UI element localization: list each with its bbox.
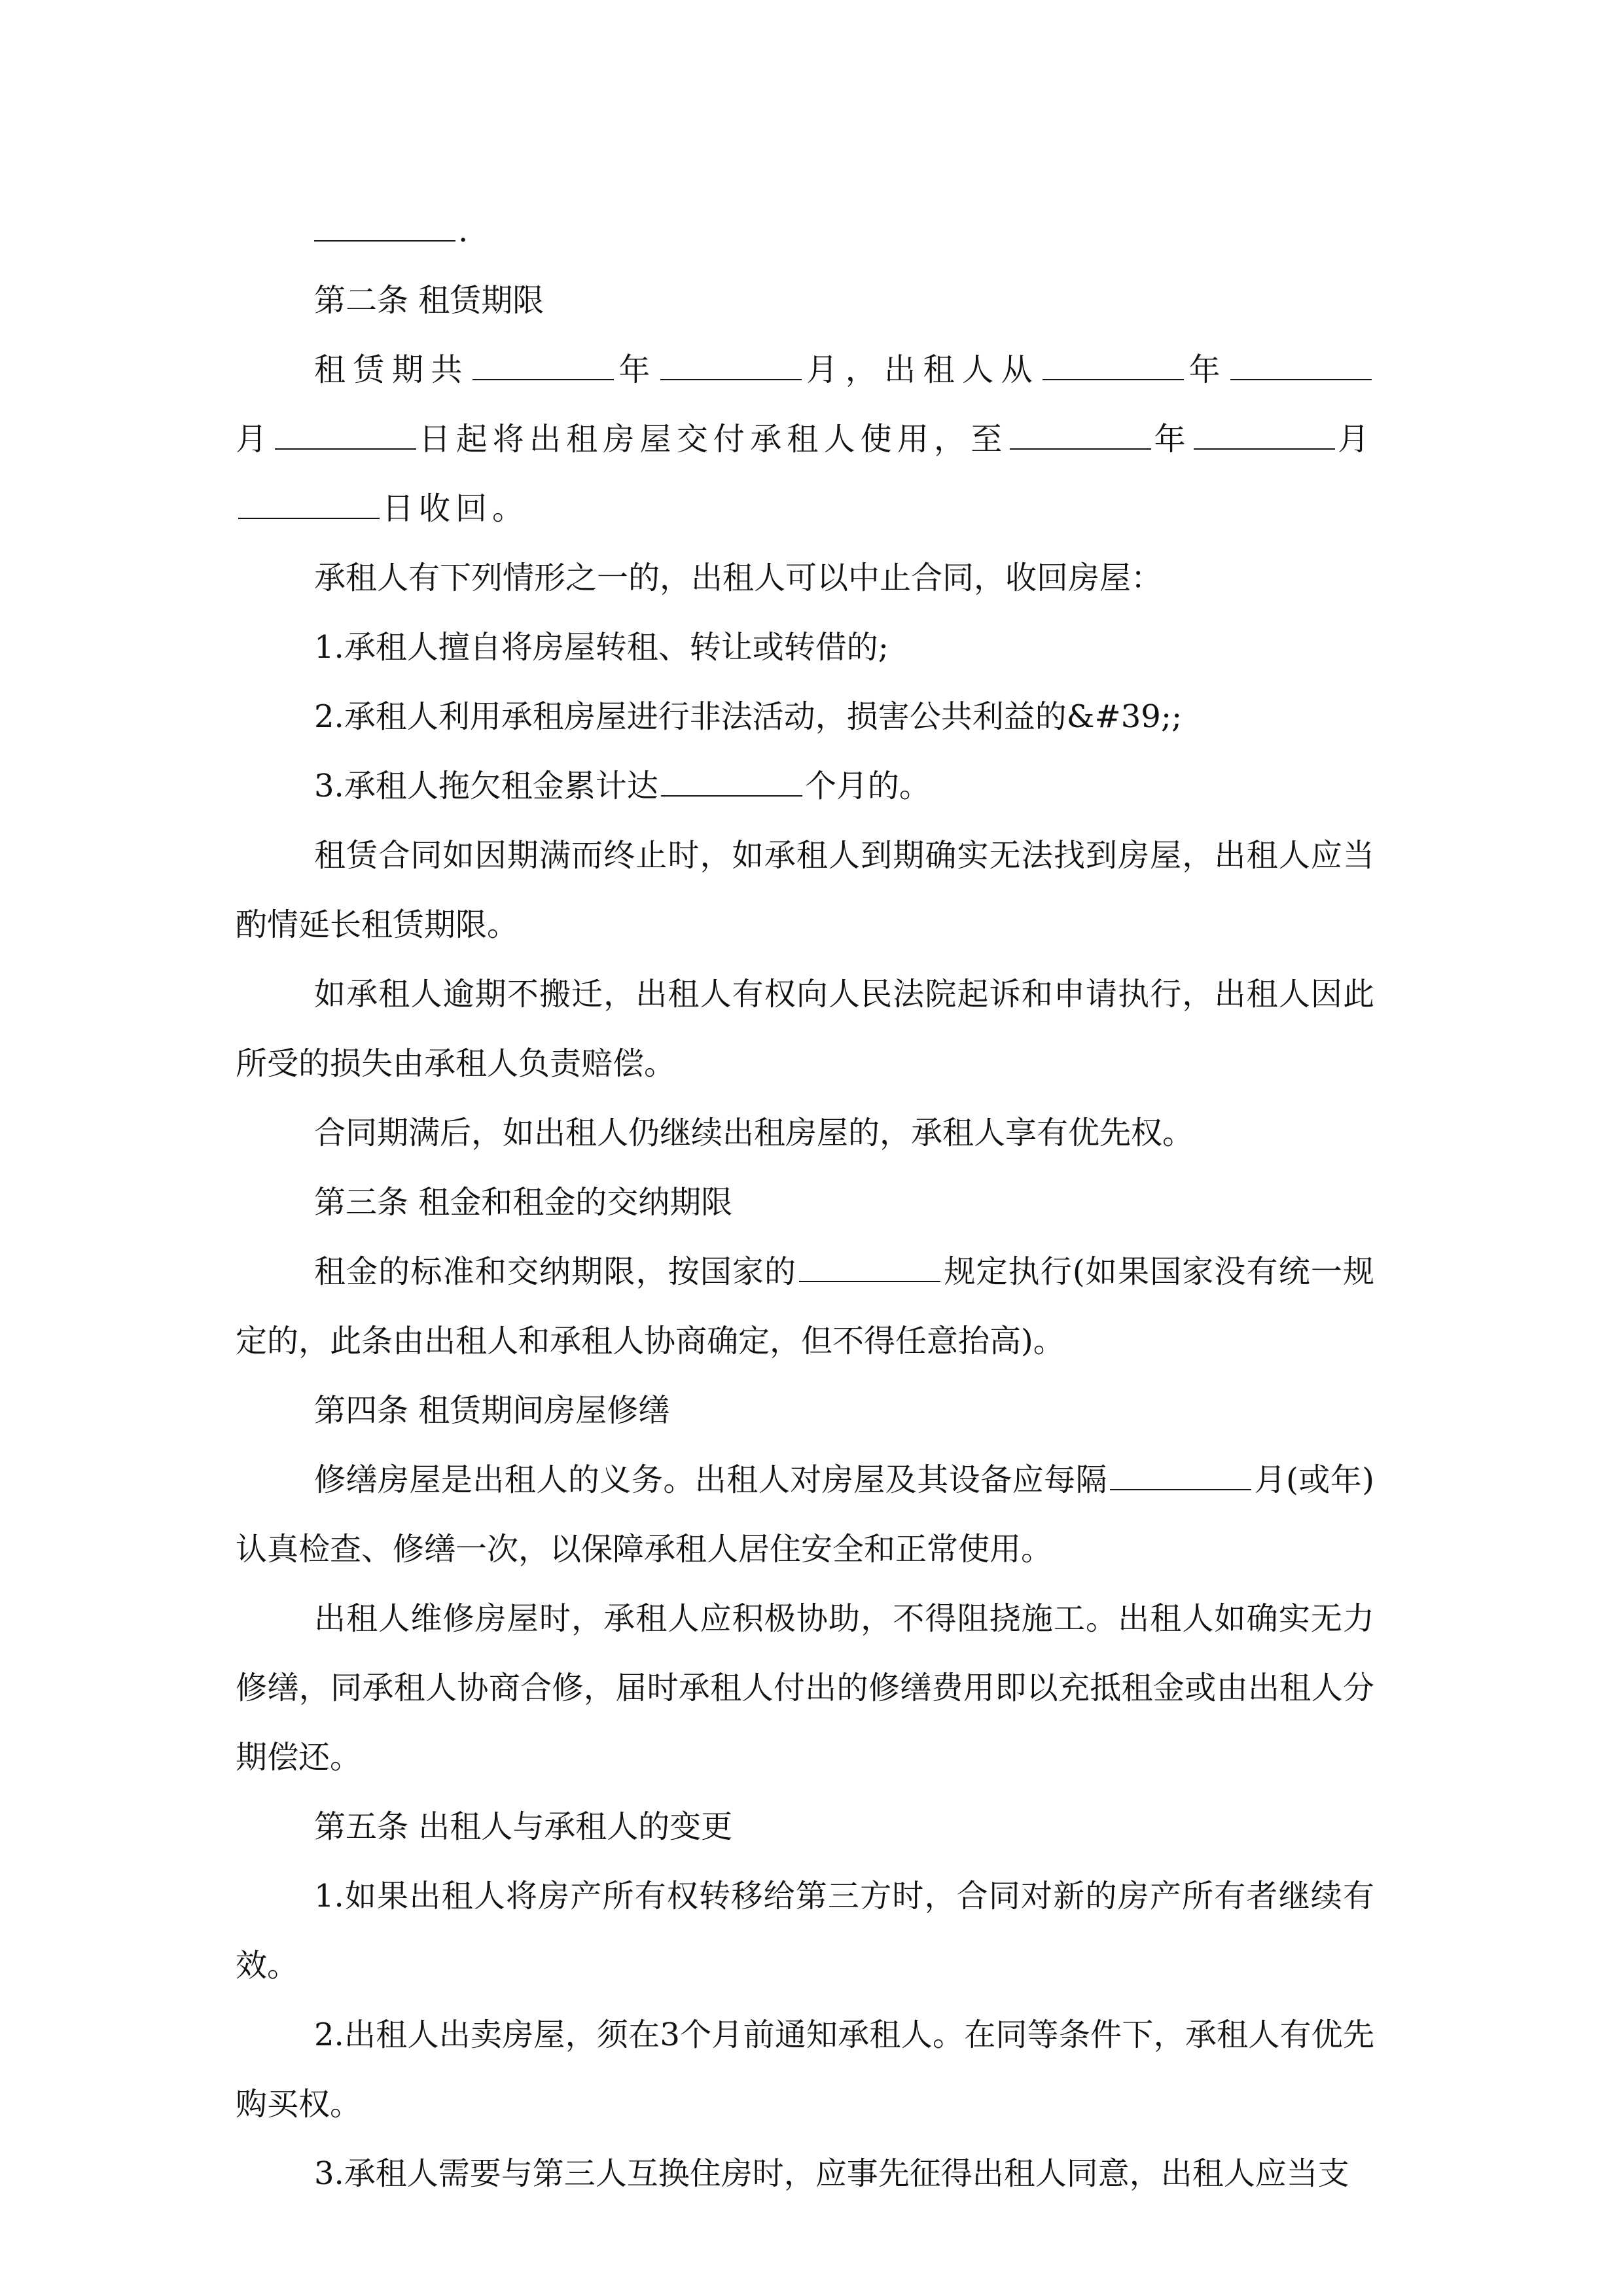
blank-field[interactable] (661, 766, 802, 797)
article-4-repair-paragraph: 修缮房屋是出租人的义务。出租人对房屋及其设备应每隔 月(或年)认真检查、修缮一次，以保障承租人居住安全和正常使用。 (236, 1462, 1374, 1568)
article-3-title: 第三条 租金和租金的交纳期限 (314, 1184, 733, 1221)
article-4-maintenance-paragraph: 出租人维修房屋时，承租人应积极协助，不得阻挠施工。出租人如确实无力修缮，同承租人协商合修，届时承租人付出的修缮费用即以充抵租金或由出租人分期偿还。 (236, 1600, 1374, 1776)
blank-field[interactable] (1043, 350, 1184, 380)
article-2-extension-paragraph: 租赁合同如因期满而终止时，如承租人到期确实无法找到房屋，出租人应当酌情延长租赁期限。 (236, 837, 1374, 943)
blank-field[interactable] (275, 420, 416, 450)
article-2-termination-intro: 承租人有下列情形之一的，出租人可以中止合同，收回房屋： (314, 560, 1163, 596)
article-2-item-1: 1.承租人擅自将房屋转租、转让或转借的; (314, 629, 889, 666)
blank-field[interactable] (1194, 420, 1335, 450)
blank-field[interactable] (473, 350, 614, 380)
blank-field[interactable] (660, 350, 802, 380)
article-5-title: 第五条 出租人与承租人的变更 (314, 1808, 733, 1845)
article-5-item-1: 1.如果出租人将房产所有权转移给第三方时，合同对新的房产所有者继续有效。 (236, 1878, 1374, 1984)
blank-field[interactable] (314, 211, 455, 242)
article-2-term-paragraph: 租赁期共 年 月，出租人从 年月 日起将出租房屋交付承租人使用，至 年 月日收回。 (236, 351, 1374, 527)
blank-field[interactable] (1110, 1460, 1251, 1490)
article-2-priority-paragraph: 合同期满后，如出租人仍继续出租房屋的，承租人享有优先权。 (314, 1115, 1194, 1151)
blank-field[interactable] (1230, 350, 1372, 380)
blank-field[interactable] (799, 1252, 940, 1282)
fill-line: . (236, 196, 1374, 266)
article-4-title: 第四条 租赁期间房屋修缮 (314, 1392, 670, 1429)
article-5-item-2: 2.出租人出卖房屋，须在3个月前通知承租人。在同等条件下，承租人有优先购买权。 (236, 2017, 1374, 2123)
blank-field[interactable] (238, 489, 380, 519)
article-2-overdue-paragraph: 如承租人逾期不搬迁，出租人有权向人民法院起诉和申请执行，出租人因此所受的损失由承租人负责赔偿。 (236, 976, 1374, 1082)
article-2-title: 第二条 租赁期限 (314, 282, 544, 319)
article-2-item-2: 2.承租人利用承租房屋进行非法活动，损害公共利益的&#39;; (314, 698, 1183, 735)
article-5-item-3: 3.承租人需要与第三人互换住房时，应事先征得出租人同意，出租人应当支 (314, 2155, 1349, 2192)
article-2-item-3: 3.承租人拖欠租金累计达 个月的。 (314, 768, 931, 804)
article-3-rent-paragraph: 租金的标准和交纳期限，按国家的 规定执行(如果国家没有统一规定的，此条由出租人和承租人协商确定，但不得任意抬高)。 (236, 1253, 1374, 1359)
blank-field[interactable] (1010, 420, 1151, 450)
